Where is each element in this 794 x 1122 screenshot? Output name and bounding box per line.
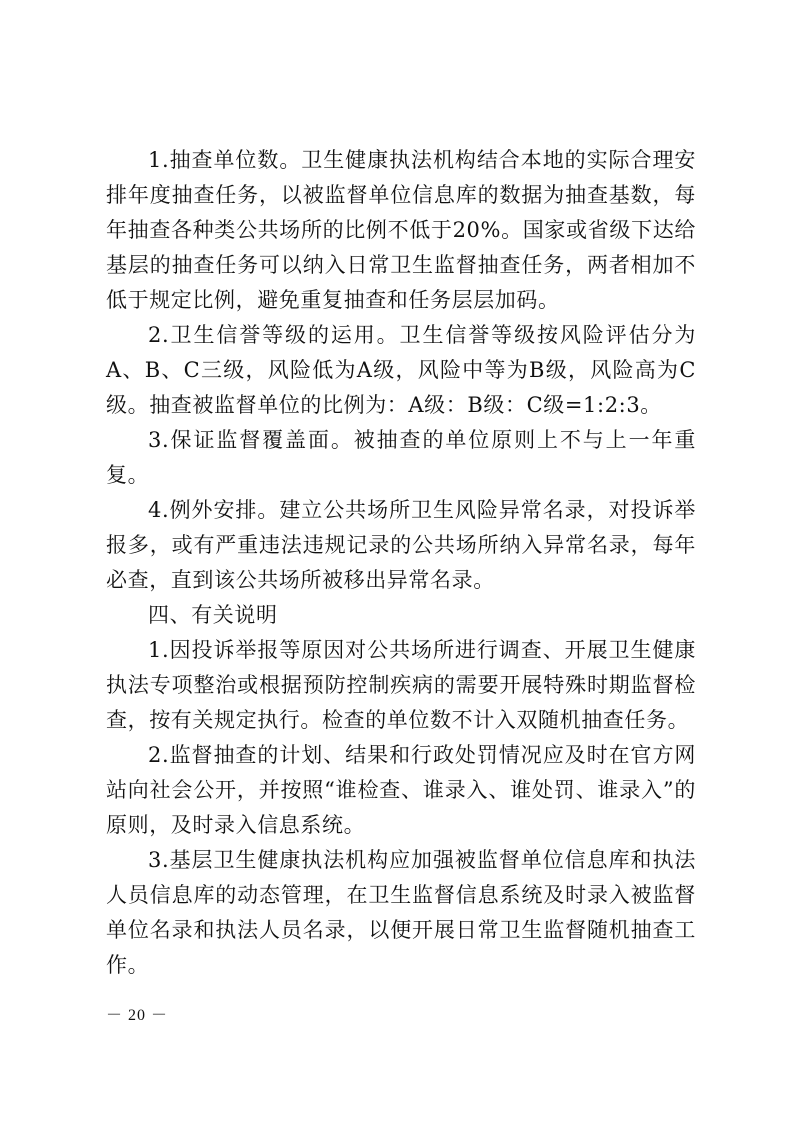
section-heading: 四、有关说明 — [148, 603, 278, 627]
paragraph-note-2: 2.监督抽查的计划、结果和行政处罚情况应及时在官方网站向社会公开，并按照“谁检查、谁录入、谁处罚、谁录入”的原则，及时录入信息系统。 — [106, 743, 696, 837]
paragraph-sample-count: 1.抽查单位数。卫生健康执法机构结合本地的实际合理安排年度抽查任务，以被监督单位信息库的数据为抽查基数，每年抽查各种类公共场所的比例不低于20%。国家或省级下达给基层的抽查任务可以纳入日常卫生监督抽查任务，两者相加不低于规定比例，避免重复抽查和任务层层加码。 — [106, 148, 696, 312]
page-number: － 20 － — [106, 1007, 169, 1024]
paragraph-note-3: 3.基层卫生健康执法机构应加强被监督单位信息库和执法人员信息库的动态管理，在卫生监督信息系统及时录入被监督单位名录和执法人员名录，以便开展日常卫生监督随机抽查工作。 — [106, 848, 696, 977]
document-body — [106, 143, 696, 983]
paragraph-note-1: 1.因投诉举报等原因对公共场所进行调查、开展卫生健康执法专项整治或根据预防控制疾病的需要开展特殊时期监督检查，按有关规定执行。检查的单位数不计入双随机抽查任务。 — [106, 638, 696, 732]
paragraph-coverage: 3.保证监督覆盖面。被抽查的单位原则上不与上一年重复。 — [106, 428, 696, 487]
paragraph-exceptions: 4.例外安排。建立公共场所卫生风险异常名录，对投诉举报多，或有严重违法违规记录的公共场所纳入异常名录，每年必查，直到该公共场所被移出异常名录。 — [106, 498, 696, 592]
paragraph-credit-rating: 2.卫生信誉等级的运用。卫生信誉等级按风险评估分为A、B、C三级，风险低为A级，风险中等为B级，风险高为C级。抽查被监督单位的比例为：A级：B级：C级=1:2:3。 — [106, 323, 696, 417]
